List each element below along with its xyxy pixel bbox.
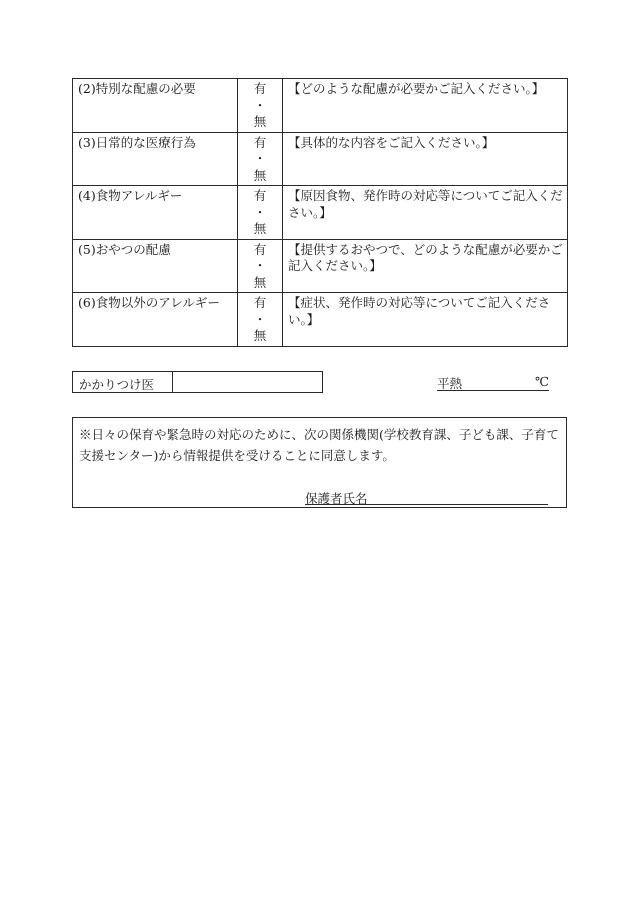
item-label: (3)日常的な医療行為 [73, 132, 238, 186]
yes-option[interactable]: 有 [253, 188, 267, 203]
item-label: (4)食物アレルギー [73, 186, 238, 240]
consent-box [72, 417, 567, 508]
yes-no-choice[interactable] [238, 79, 283, 133]
note-field[interactable]: 【症状、発作時の対応等についてご記入ください。】 [283, 293, 568, 347]
yes-option[interactable]: 有 [253, 241, 267, 257]
yes-no-choice[interactable] [238, 186, 283, 240]
normal-temperature-field[interactable] [437, 374, 549, 391]
normal-temperature-label: 平熱 [437, 376, 463, 391]
consent-statement: ※日々の保育や緊急時の対応のために、次の関係機関(学校教育課、子ども課、子育て支援センター)から情報提供を受けることに同意します。 [79, 427, 559, 463]
option-separator: ・ [253, 151, 267, 166]
option-separator: ・ [253, 97, 267, 113]
note-field[interactable]: 【どのような配慮が必要かご記入ください。】 [283, 79, 568, 133]
yes-option[interactable]: 有 [253, 134, 267, 150]
item-label: (6)食物以外のアレルギー [73, 293, 238, 347]
no-option[interactable]: 無 [253, 221, 267, 236]
guardian-name-label: 保護者氏名 [305, 491, 368, 506]
celsius-unit: ℃ [535, 374, 549, 389]
table-row [73, 79, 568, 133]
note-field[interactable]: 【原因食物、発作時の対応等についてご記入ください。】 [283, 186, 568, 240]
item-label: (5)おやつの配慮 [73, 239, 238, 293]
table-row [73, 132, 568, 186]
option-separator: ・ [253, 311, 267, 327]
family-doctor-label: かかりつけ医 [73, 372, 173, 392]
item-label: (2)特別な配慮の必要 [73, 79, 238, 133]
yes-no-choice[interactable] [238, 132, 283, 186]
yes-option[interactable]: 有 [253, 295, 267, 310]
no-option[interactable]: 無 [253, 328, 267, 343]
yes-no-choice[interactable] [238, 293, 283, 347]
option-separator: ・ [253, 204, 267, 220]
no-option[interactable]: 無 [253, 274, 267, 290]
care-needs-table [72, 78, 568, 347]
family-doctor-row [72, 371, 323, 393]
option-separator: ・ [253, 258, 267, 273]
yes-no-choice[interactable] [238, 239, 283, 293]
table-row [73, 239, 568, 293]
yes-option[interactable]: 有 [253, 81, 267, 96]
table-row [73, 293, 568, 347]
family-doctor-field[interactable] [173, 372, 322, 392]
note-field[interactable]: 【具体的な内容をご記入ください。】 [283, 132, 568, 186]
no-option[interactable]: 無 [253, 167, 267, 183]
guardian-name-field[interactable] [305, 489, 548, 505]
note-field[interactable]: 【提供するおやつで、どのような配慮が必要かご記入ください。】 [283, 239, 568, 293]
no-option[interactable]: 無 [253, 114, 267, 129]
table-row [73, 186, 568, 240]
